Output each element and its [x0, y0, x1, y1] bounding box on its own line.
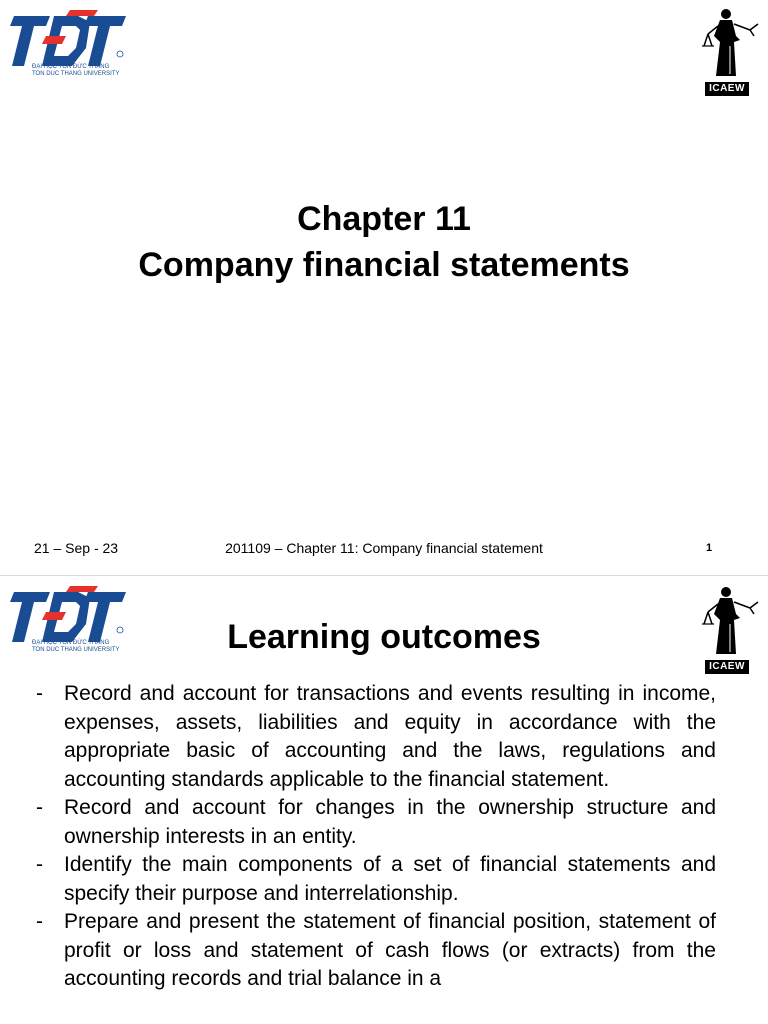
footer-date: 21 – Sep - 23: [34, 540, 119, 556]
learning-outcomes-list: [36, 680, 716, 994]
list-item-text: Record and account for transactions and events resulting in income, expenses, assets, liabilities and equity in accordance with the appropriate basic of accounting and the laws, regulations and accounting standards applicable to the financial statement.: [64, 682, 716, 791]
tdt-name-vietnamese: ĐẠI HỌC TÔN ĐỨC THẮNG: [32, 640, 110, 646]
tdt-university-name: [32, 64, 119, 78]
list-item: - Identify the main components of a set of financial statements and specify their purpose and interrelationship.: [36, 853, 716, 905]
tdt-name-english: TON DUC THANG UNIVERSITY: [32, 647, 120, 653]
tdt-logo-mark-icon: [6, 8, 128, 66]
page-number: 1: [706, 542, 713, 554]
icaew-wordmark: ICAEW: [705, 660, 749, 674]
learning-outcomes-title: Learning outcomes: [227, 618, 541, 656]
tdt-name-english: TON DUC THANG UNIVERSITY: [32, 71, 120, 77]
icaew-justice-figure-icon: [700, 6, 760, 82]
footer-course-title: 201109 – Chapter 11: Company financial statement: [225, 540, 543, 556]
list-item-text: Record and account for changes in the ownership structure and ownership interests in an entity.: [64, 796, 716, 848]
list-item: - Record and account for transactions and events resulting in income, expenses, assets, liabilities and equity in accordance with the appropriate basic of accounting and the laws, regulations and accounting standards applicable to the financial statement.: [36, 682, 716, 791]
chapter-number: Chapter 11: [297, 200, 471, 238]
list-item-text: Prepare and present the statement of financial position, statement of profit or loss and statement of cash flows (or extracts) from the accounting records and trial balance in a: [64, 910, 716, 990]
list-item: - Record and account for changes in the ownership structure and ownership interests in an entity.: [36, 796, 716, 848]
slide-title: [0, 196, 768, 288]
icaew-logo: [700, 6, 760, 98]
slide-2: [0, 576, 768, 1024]
chapter-title: Company financial statements: [138, 246, 630, 284]
tdt-university-logo: [6, 8, 128, 80]
icaew-wordmark: ICAEW: [705, 82, 749, 96]
list-item: - Prepare and present the statement of financial position, statement of profit or loss and statement of cash flows (or extracts) from the accounting records and trial balance in a: [36, 910, 716, 990]
list-item-text: Identify the main components of a set of financial statements and specify their purpose and interrelationship.: [64, 853, 716, 905]
tdt-name-vietnamese: ĐẠI HỌC TÔN ĐỨC THẮNG: [32, 64, 110, 70]
